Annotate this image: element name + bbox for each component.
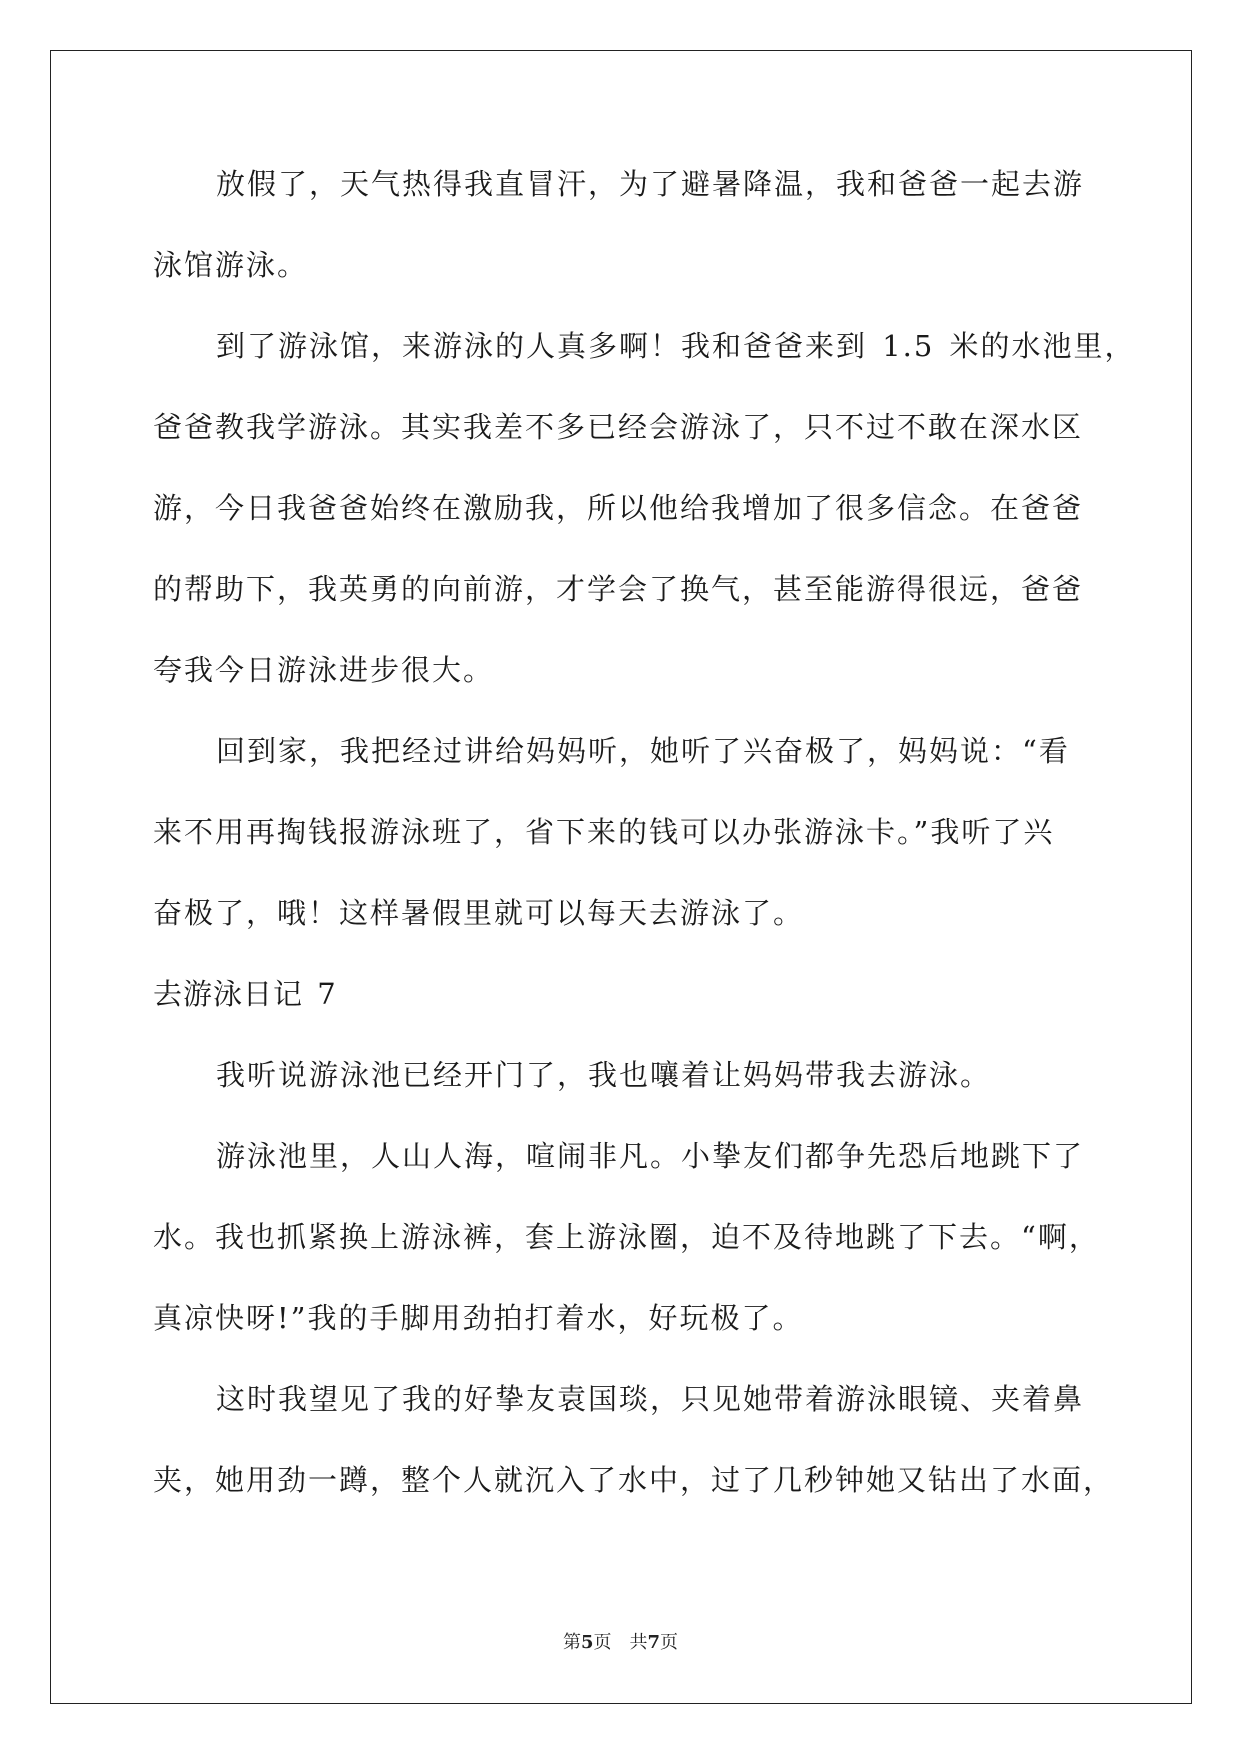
text-line: 夸我今日游泳进步很大。	[153, 653, 495, 687]
total-prefix: 共	[629, 1632, 648, 1653]
text-line: 水。我也抓紧换上游泳裤，套上游泳圈，迫不及待地跳了下去。“啊，	[153, 1220, 1100, 1254]
current-page-number: 5	[580, 1632, 594, 1653]
text-line: 这时我望见了我的好挚友袁国琰，只见她带着游泳眼镜、夹着鼻	[216, 1382, 1085, 1416]
page-suffix: 页	[593, 1632, 612, 1653]
page-footer	[0, 1628, 1241, 1654]
text-line: 爸爸教我学游泳。其实我差不多已经会游泳了，只不过不敢在深水区	[153, 410, 1084, 444]
text-line: 夹，她用劲一蹲，整个人就沉入了水中，过了几秒钟她又钻出了水面，	[153, 1463, 1115, 1497]
text-line: 游泳池里，人山人海，喧闹非凡。小挚友们都争先恐后地跳下了	[216, 1139, 1085, 1173]
text-line: 真凉快呀!”我的手脚用劲拍打着水，好玩极了。	[153, 1301, 804, 1335]
page-prefix: 第	[562, 1632, 581, 1653]
section-heading: 去游泳日记 7	[153, 977, 337, 1011]
text-line: 我听说游泳池已经开门了，我也嚷着让妈妈带我去游泳。	[216, 1058, 992, 1092]
text-line: 奋极了，哦！这样暑假里就可以每天去游泳了。	[153, 896, 805, 930]
text-line: 游，今日我爸爸始终在激励我，所以他给我增加了很多信念。在爸爸	[153, 491, 1084, 525]
total-suffix: 页	[660, 1632, 679, 1653]
text-line: 回到家，我把经过讲给妈妈听，她听了兴奋极了，妈妈说：“看	[216, 734, 1070, 768]
text-line: 的帮助下，我英勇的向前游，才学会了换气，甚至能游得很远，爸爸	[153, 572, 1084, 606]
text-line: 到了游泳馆，来游泳的人真多啊！我和爸爸来到 1.5 米的水池里，	[216, 329, 1136, 363]
text-line: 泳馆游泳。	[153, 248, 309, 282]
text-line: 来不用再掏钱报游泳班了，省下来的钱可以办张游泳卡。”我听了兴	[153, 815, 1055, 849]
document-body	[153, 160, 1136, 1537]
total-pages-number: 7	[647, 1632, 661, 1653]
text-line: 放假了，天气热得我直冒汗，为了避暑降温，我和爸爸一起去游	[216, 167, 1085, 201]
